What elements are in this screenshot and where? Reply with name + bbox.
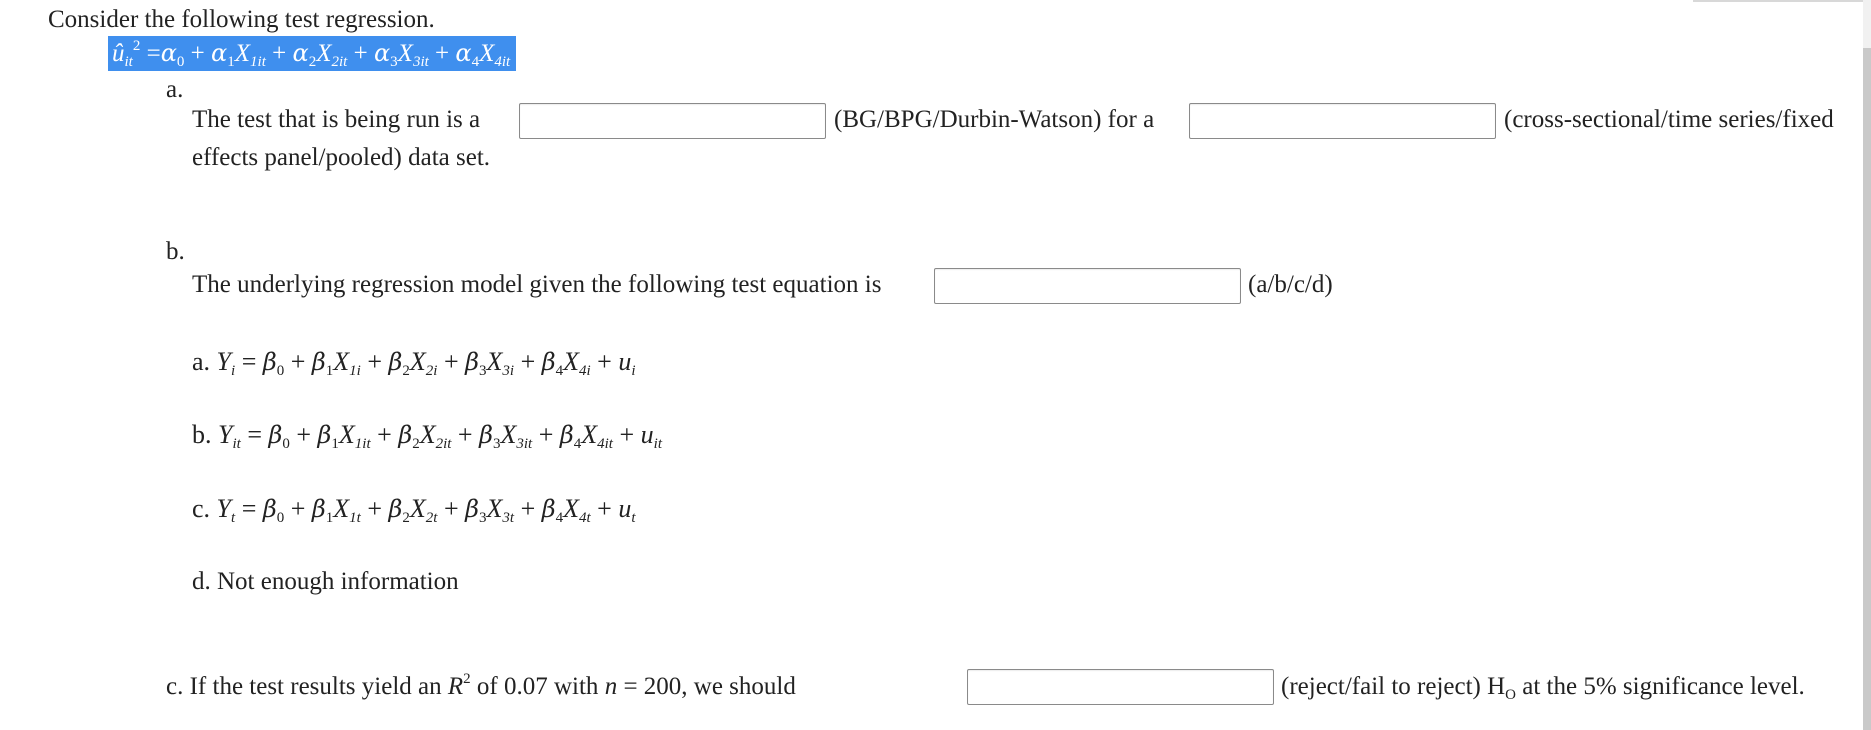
part-a-sentence: The test that is being run is a [192,106,481,133]
option-b-equation: b. $Y_{it} = \beta_0 + \beta_1X_{1it} + \beta_2X_{2it} + \beta_3X_{3it} + \beta_4X_{4it} + u_{it}$ [192,420,662,452]
data-set-type-input[interactable] [1189,103,1496,139]
test-type-input[interactable] [519,103,826,139]
part-c-sentence: c. If the test results yield an $R^2$ of 0.07 with n = 200, we should [166,671,796,700]
part-a-label: a. [166,76,184,103]
test-type-hint: (BG/BPG/Durbin-Watson) for a [834,106,1155,133]
decision-input[interactable] [967,669,1274,705]
option-c-equation: c. $Y_t = \beta_0 + \beta_1X_{1t} + \beta_2X_{2t} + \beta_3X_{3t} + \beta_4X_{4t} + u_t$ [192,494,636,526]
model-choice-hint: (a/b/c/d) [1248,271,1333,298]
data-set-type-hint: (cross-sectional/time series/fixed [1504,106,1834,133]
part-b-sentence: The underlying regression model given the following test equation is [192,271,882,298]
model-choice-input[interactable] [934,268,1241,304]
test-regression-equation: $û_{it}^2 =\alpha_0 + \alpha_1X_{1it} + \alpha_2X_{2it} + \alpha_3X_{3it} + \alpha_4X_{4it}$ [108,36,516,71]
scrollbar-thumb[interactable] [1863,48,1871,730]
decision-hint: (reject/fail to reject) $H_O$ at the 5% significance level. [1281,673,1805,703]
option-d-text: d. Not enough information [192,568,459,595]
part-a-line2: effects panel/pooled) data set. [192,144,491,171]
option-a-equation: a. $Y_i = \beta_0 + \beta_1X_{1i} + \beta_2X_{2i} + \beta_3X_{3i} + \beta_4X_{4i} + u_i$ [192,347,636,379]
intro-text: Consider the following test regression. [48,6,435,33]
top-divider [1693,0,1863,2]
part-b-label: b. [166,238,185,265]
